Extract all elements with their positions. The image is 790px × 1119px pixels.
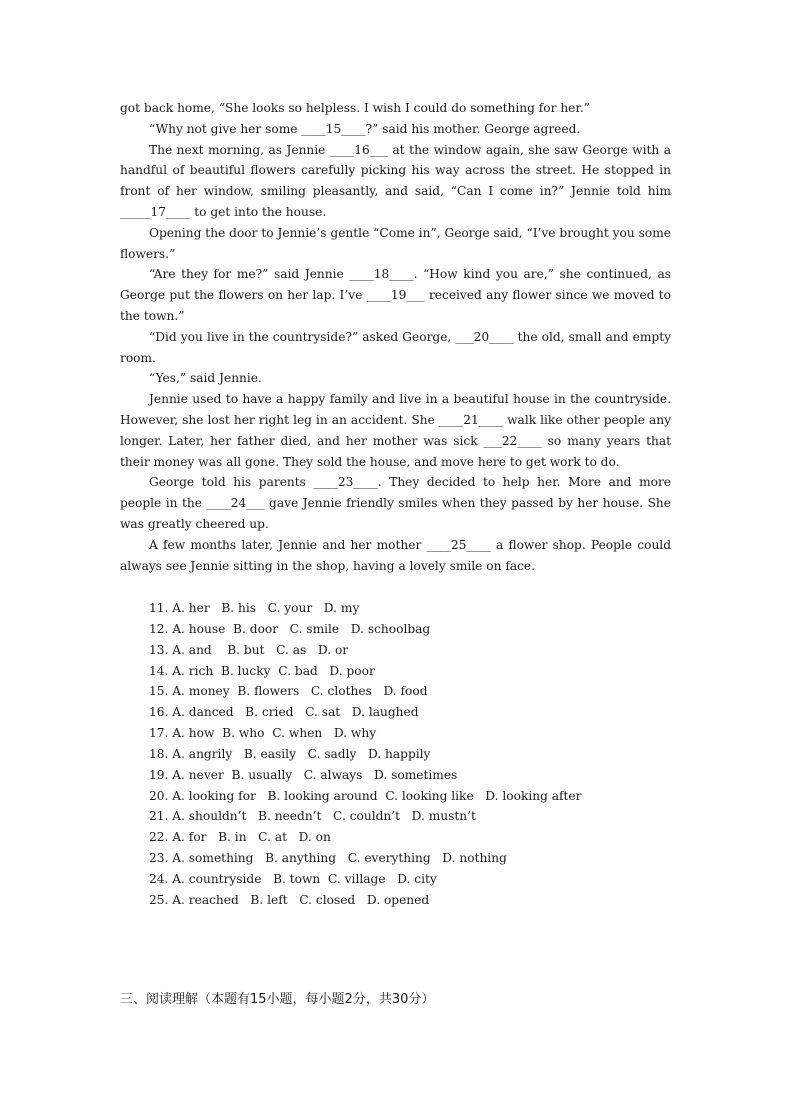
question-options: 17. A. how B. who C. when D. why — [149, 726, 377, 741]
passage-paragraph: A few months later, Jennie and her mother ____25____ a flower shop. People could always see Jennie sitting in the shop, having a lovely smile on face. — [120, 537, 671, 573]
question-options: 13. A. and B. but C. as D. or — [149, 642, 349, 657]
question-options: 14. A. rich B. lucky C. bad D. poor — [149, 663, 375, 678]
passage-paragraph: Opening the door to Jennie’s gentle “Come in”, George said, “I’ve brought you some flowers.” — [120, 225, 671, 261]
question-options: 25. A. reached B. left C. closed D. opened — [149, 892, 430, 907]
passage-paragraph: “Did you live in the countryside?” asked George, ___20____ the old, small and empty room. — [120, 329, 671, 365]
answer-options-list — [149, 598, 689, 911]
question-options: 23. A. something B. anything C. everything D. nothing — [149, 851, 507, 866]
passage-paragraph: “Why not give her some ____15____?” said his mother. George agreed. — [149, 121, 581, 136]
question-options: 19. A. never B. usually C. always D. sometimes — [149, 767, 458, 782]
passage-paragraph: The next morning, as Jennie ____16___ at the window again, she saw George with a handful of beautiful flowers carefully picking his way across the street. He stopped in front of her window, smiling pleasantly, and said, “Can I come in?” Jennie told him _____17____ to get into the house. — [120, 142, 671, 219]
cloze-passage — [120, 98, 671, 576]
question-options: 12. A. house B. door C. smile D. schoolbag — [149, 621, 431, 636]
passage-paragraph: George told his parents ____23____. They decided to help her. More and more people in the ____24___ gave Jennie friendly smiles when they passed by her house. She was greatly cheered up. — [120, 475, 671, 531]
question-options: 22. A. for B. in C. at D. on — [149, 830, 331, 845]
question-options: 18. A. angrily B. easily C. sadly D. happily — [149, 746, 431, 761]
question-options: 21. A. shouldn’t B. needn’t C. couldn’t D. mustn’t — [149, 809, 476, 824]
passage-paragraph: “Yes,” said Jennie. — [149, 371, 262, 386]
passage-paragraph: got back home, “She looks so helpless. I wish I could do something for her.” — [120, 101, 590, 115]
question-options: 11. A. her B. his C. your D. my — [149, 601, 360, 615]
question-options: 16. A. danced B. cried C. sat D. laughed — [149, 705, 419, 720]
question-options: 15. A. money B. flowers C. clothes D. food — [149, 684, 428, 699]
passage-paragraph: “Are they for me?” said Jennie ____18____. “How kind you are,” she continued, as George put the flowers on her lap. I’ve ____19___ received any flower since we moved to the town.” — [120, 267, 671, 323]
question-options: 24. A. countryside B. town C. village D. city — [149, 871, 437, 886]
passage-paragraph: Jennie used to have a happy family and live in a beautiful house in the countryside. However, she lost her right leg in an accident. She ____21____ walk like other people any longer. Later, her father died, and her mother was sick ___22____ so many years that their money was all gone. They sold the house, and move here to get work to do. — [120, 392, 671, 469]
section-heading: 三、阅读理解（本题有15小题，每小题2分，共30分） — [120, 992, 435, 1007]
question-options: 20. A. looking for B. looking around C. looking like D. looking after — [149, 788, 582, 803]
